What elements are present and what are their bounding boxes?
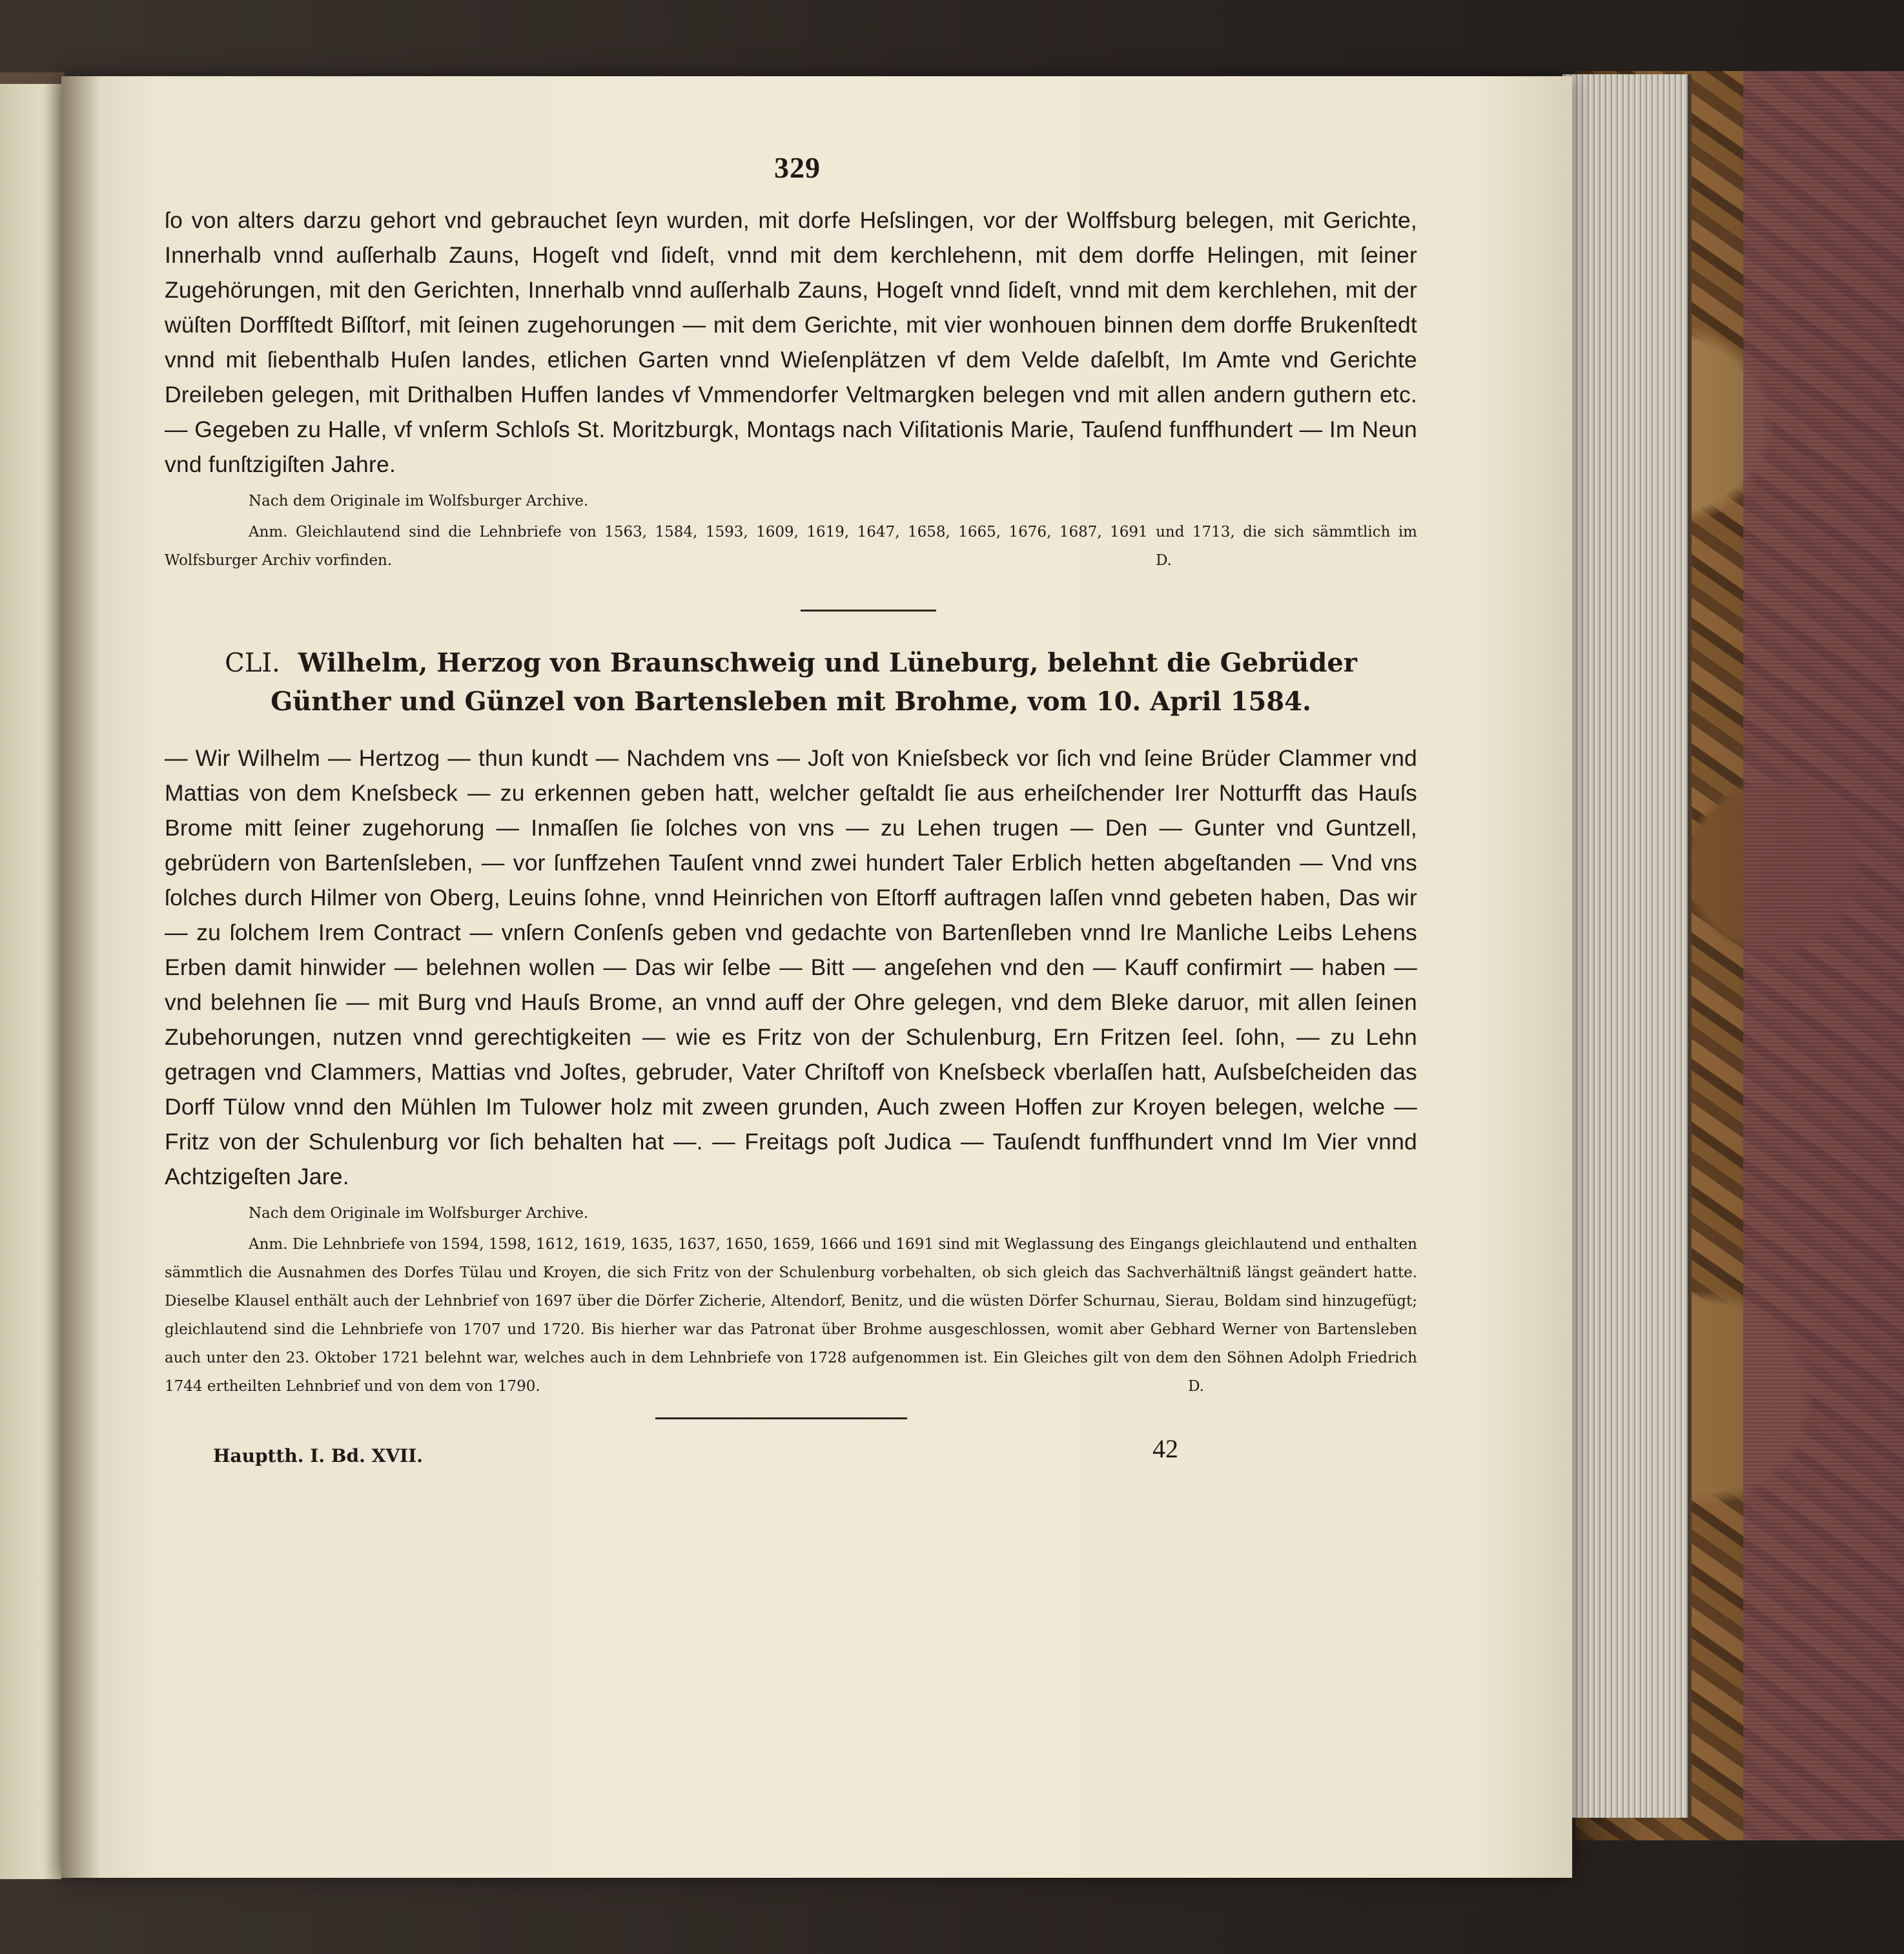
document-150-source: Nach dem Originale im Wolfsburger Archive. — [249, 493, 589, 509]
section-divider — [801, 610, 936, 612]
left-page-edge — [0, 84, 61, 1879]
document-title: Wilhelm, Herzog von Braunschweig und Lüneburg, belehnt die Gebrüder Günther und Günzel von Bartensleben mit Brohme, vom 10. April 1584. — [271, 648, 1357, 717]
page-footer — [165, 1434, 1417, 1479]
footer-divider — [655, 1417, 907, 1419]
annotation-text: Anm. Die Lehnbriefe von 1594, 1598, 1612, 1619, 1635, 1637, 1650, 1659, 1666 und 1691 sind mit Weglassung des Eingangs gleichlautend und enthalten sämmtlich die Ausnahmen des Dorfes Tülau und Kroyen, die sich Fritz von der Schulenburg vorbehalten, ob sich gleich das Sachverhältniß längst geändert hatte. Dieselbe Klausel enthält auch der Lehnbrief von 1697 über die Dörfer Zicherie, Altendorf, Benitz, und die wüsten Dörfer Schurnau, Sierau, Boldam sind hinzugefügt; gleichlautend sind die Lehnbriefe von 1707 und 1720. Bis hierher war das Patronat über Brohme ausgeschlossen, womit aber Gebhard Werner von Bartensleben auch unter den 23. Oktober 1721 belehnt war, welches auch in dem Lehnbriefe von 1728 aufgenommen ist. Ein Gleiches gilt von dem den Söhnen Adolph Friedrich 1744 ertheilten Lehnbrief und von dem von 1790. — [165, 1236, 1417, 1395]
document-150-text — [165, 203, 1417, 482]
document-numeral: CLI. — [225, 648, 280, 678]
document-151-text — [165, 741, 1417, 1194]
page-number: 329 — [774, 151, 821, 184]
document-150-body: ſo von alters darzu gehort vnd gebrauchet ſeyn wurden, mit dorfe Heſslingen, vor der Wolffsburg belegen, mit Gerichte, Innerhalb vnnd auſſerhalb Zauns, Hogeſt vnd ſideſt, vnnd mit dem kerchlehenn, mit dem dorffe Helingen, mit ſeiner Zugehörungen, mit den Gerichten, Innerhalb vnnd auſſerhalb Zauns, Hogeſt vnnd ſideſt, vnnd mit dem kerchlehen, mit der wüſten Dorffſtedt Biſſtorf, mit ſeinen zugehorungen — mit dem Gerichte, mit vier wonhouen binnen dem dorffe Brukenſtedt vnnd mit ſiebenthalb Huſen landes, etlichen Garten vnnd Wieſenplätzen vf dem Velde daſelbſt, Im Amte vnd Gerichte Dreileben gelegen, mit Drithalben Huffen landes vf Vmmendorfer Veltmargken belegen vnd mit allen andern guthern etc. — Gegeben zu Halle, vf vnſerm Schloſs St. Moritzburgk, Montags nach Viſitationis Marie, Tauſend funffhundert — Im Neun vnd funſtzigiſten Jahre. — [165, 207, 1417, 477]
leather-spine — [1743, 71, 1904, 1840]
document-151-source: Nach dem Originale im Wolfsburger Archive. — [249, 1205, 589, 1222]
left-cover-edge — [0, 72, 65, 85]
page-edges — [1562, 74, 1692, 1818]
document-151-heading — [165, 644, 1417, 721]
annotation-sign: D. — [1188, 1378, 1204, 1395]
document-150-annotation — [165, 518, 1417, 575]
document-151-body: — Wir Wilhelm — Hertzog — thun kundt — Nachdem vns — Joſt von Knieſsbeck vor ſich vnd ſeine Brüder Clammer vnd Mattias von dem Kneſsbeck — zu erkennen geben hatt, welcher geſtaldt ſie aus erheiſchender Irer Notturfft das Hauſs Brome mitt ſeiner zugehorung — Inmaſſen ſie ſolches von vns — zu Lehen trugen — Den — Gunter vnd Guntzell, gebrüdern von Bartenſsleben, — vor ſunffzehen Tauſent vnnd zwei hundert Taler Erblich hetten abgeſtanden — Vnd vns ſolches durch Hilmer von Oberg, Leuins ſohne, vnnd Heinrichen von Eſtorff auftragen laſſen vnnd gebeten haben, Das wir — zu ſolchem Irem Contract — vnſern Conſenſs geben vnd gedachte von Bartenſleben vnnd Ire Manliche Leibs Lehens Erben damit hinwider — belehnen wollen — Das wir ſelbe — Bitt — angeſehen vnd den — Kauff confirmirt — haben — vnd belehnen ſie — mit Burg vnd Hauſs Brome, an vnnd auff der Ohre gelegen, vnd dem Bleke daruor, mit allen ſeinen Zubehorungen, nutzen vnnd gerechtigkeiten — wie es Fritz von der Schulenburg, Ern Fritzen ſeel. ſohn, — zu Lehn getragen vnd Clammers, Mattias vnd Joſtes, gebruder, Vater Chriſtoff von Kneſsbeck vberlaſſen hatt, Auſsbeſcheiden das Dorff Tülow vnnd den Mühlen Im Tulower holz mit zween grunden, Auch zween Hoffen zur Kroyen belegen, welche — Fritz von der Schulenburg vor ſich behalten hat —. — Freitags poſt Judica — Tauſendt funffhundert vnnd Im Vier vnnd Achtzigeſten Jare. — [165, 745, 1417, 1189]
page-content — [165, 150, 1417, 1479]
annotation-sign: D. — [1156, 552, 1172, 569]
book-page — [61, 76, 1572, 1878]
annotation-text: Anm. Gleichlautend sind die Lehnbriefe von 1563, 1584, 1593, 1609, 1619, 1647, 1658, 1665, 1676, 1687, 1691 und 1713, die sich sämmtlich im Wolfsburger Archiv vorfinden. — [165, 524, 1417, 569]
volume-signature: Hauptth. I. Bd. XVII. — [213, 1445, 423, 1466]
document-151-annotation — [165, 1230, 1417, 1401]
page-gutter-shadow — [61, 76, 100, 1878]
sheet-number: 42 — [1152, 1434, 1178, 1463]
